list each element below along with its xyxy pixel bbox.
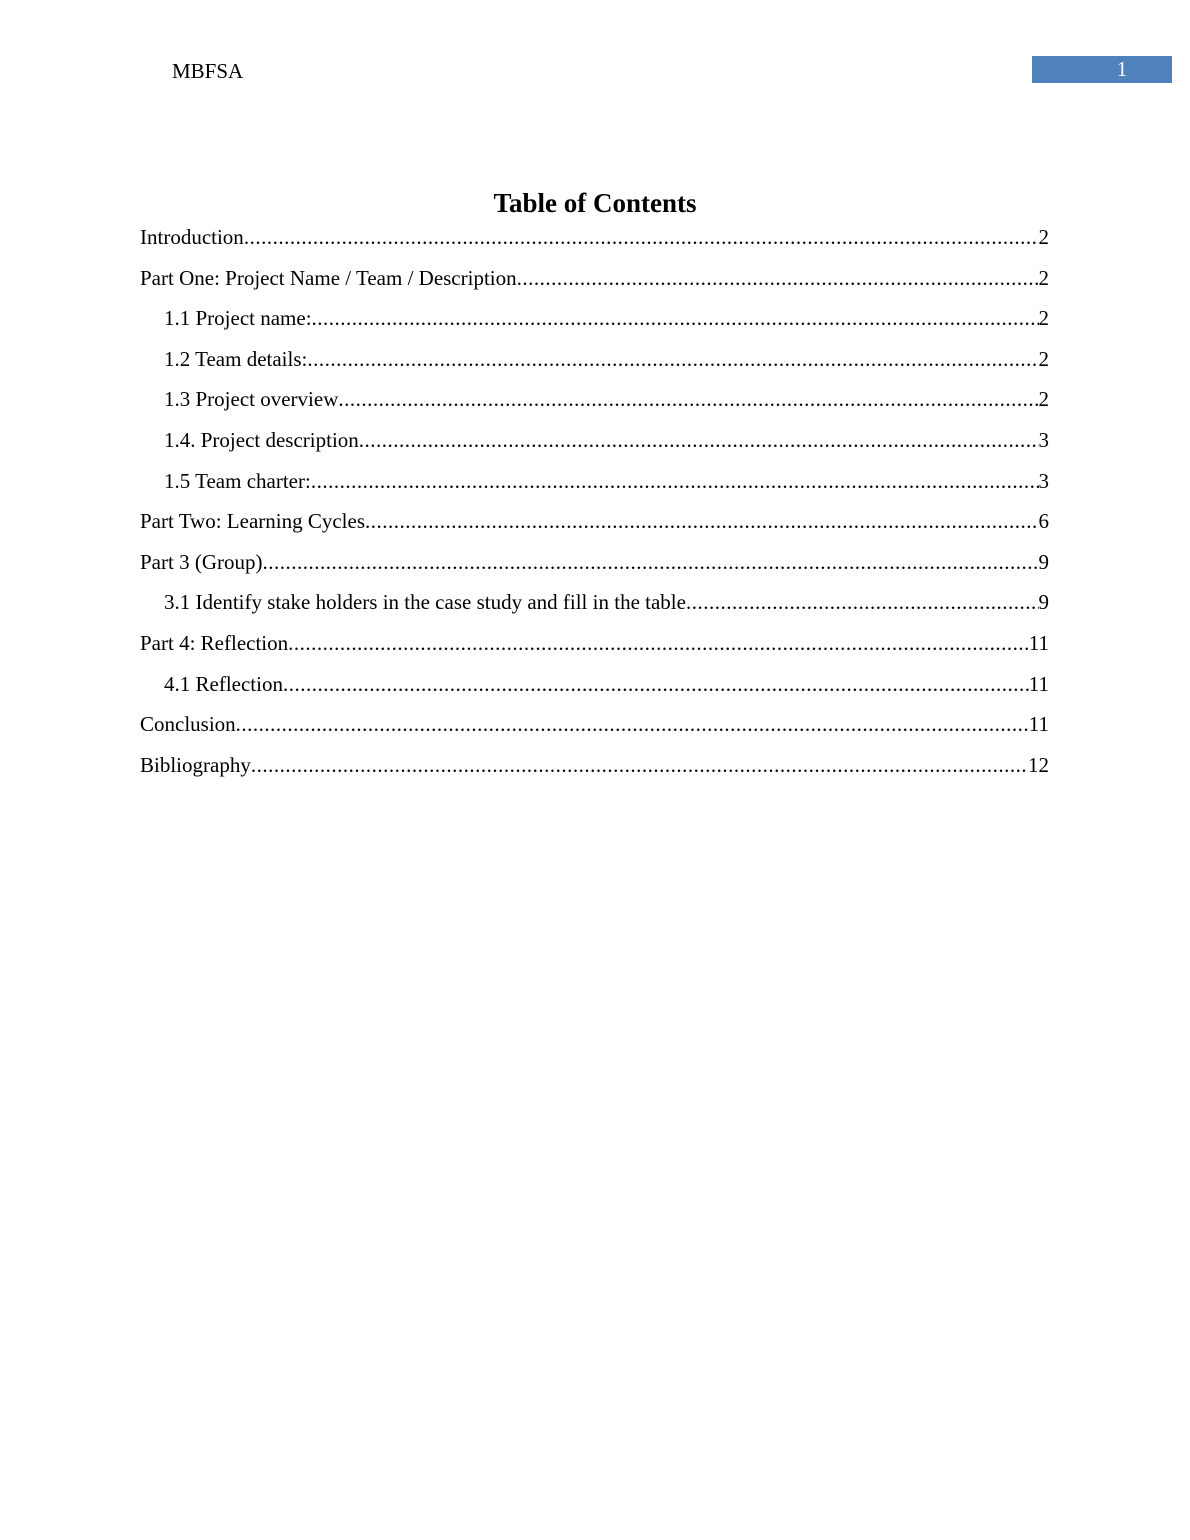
toc-entry-label: Bibliography xyxy=(140,752,251,777)
dot-leader xyxy=(312,303,1039,333)
page-number-badge: 1 xyxy=(1032,56,1172,83)
toc-entry-part-one[interactable] xyxy=(140,263,1049,304)
toc-entry-page: 2 xyxy=(1038,387,1049,412)
toc-entry-label: Conclusion xyxy=(140,712,236,737)
toc-entry-page: 11 xyxy=(1028,712,1049,737)
dot-leader xyxy=(686,587,1039,617)
toc-entry-project-overview[interactable] xyxy=(140,384,1049,425)
dot-leader xyxy=(517,263,1039,293)
toc-entry-page: 2 xyxy=(1038,265,1049,290)
toc-entry-page: 2 xyxy=(1038,346,1049,371)
toc-entry-label: 1.4. Project description xyxy=(164,427,359,452)
toc-entry-label: Part One: Project Name / Team / Description xyxy=(140,265,517,290)
dot-leader xyxy=(283,669,1029,699)
toc-entry-label: 4.1 Reflection xyxy=(164,671,283,696)
toc-entry-introduction[interactable] xyxy=(140,222,1049,263)
toc-entry-project-name[interactable] xyxy=(140,303,1049,344)
header-title: MBFSA xyxy=(172,59,244,83)
toc-entry-page: 2 xyxy=(1038,225,1049,249)
toc-entry-page: 6 xyxy=(1038,509,1049,534)
dot-leader xyxy=(311,466,1039,496)
toc-entry-label: Part 3 (Group) xyxy=(140,549,263,574)
dot-leader xyxy=(365,506,1038,536)
toc-entry-page: 3 xyxy=(1038,468,1049,493)
toc-entry-page: 12 xyxy=(1028,752,1049,777)
toc-title: Table of Contents xyxy=(493,188,697,218)
toc-entry-project-description[interactable] xyxy=(140,425,1049,466)
table-of-contents xyxy=(140,222,1049,790)
toc-entry-label: Introduction xyxy=(140,225,244,249)
dot-leader xyxy=(251,750,1028,780)
dot-leader xyxy=(236,709,1029,739)
toc-entry-page: 11 xyxy=(1028,630,1049,655)
toc-entry-bibliography[interactable] xyxy=(140,750,1049,791)
toc-entry-team-charter[interactable] xyxy=(140,466,1049,507)
toc-entry-page: 9 xyxy=(1038,549,1049,574)
dot-leader xyxy=(307,344,1038,374)
toc-entry-conclusion[interactable] xyxy=(140,709,1049,750)
toc-entry-stakeholders[interactable] xyxy=(140,587,1049,628)
toc-entry-part-two[interactable] xyxy=(140,506,1049,547)
toc-entry-label: 1.3 Project overview xyxy=(164,387,339,412)
toc-entry-label: Part 4: Reflection xyxy=(140,630,289,655)
toc-entry-page: 9 xyxy=(1038,590,1049,615)
dot-leader xyxy=(288,628,1029,658)
toc-entry-label: Part Two: Learning Cycles xyxy=(140,509,366,534)
toc-entry-part-3[interactable] xyxy=(140,547,1049,588)
dot-leader xyxy=(359,425,1039,455)
toc-entry-page: 3 xyxy=(1038,427,1049,452)
toc-entry-page: 11 xyxy=(1028,671,1049,696)
toc-entry-part-4[interactable] xyxy=(140,628,1049,669)
toc-entry-label: 1.5 Team charter: xyxy=(164,468,311,493)
toc-entry-label: 1.2 Team details: xyxy=(164,346,308,371)
toc-entry-reflection[interactable] xyxy=(140,669,1049,710)
dot-leader xyxy=(338,384,1038,414)
toc-entry-team-details[interactable] xyxy=(140,344,1049,385)
dot-leader xyxy=(244,222,1039,252)
toc-entry-page: 2 xyxy=(1038,306,1049,331)
dot-leader xyxy=(262,547,1038,577)
toc-entry-label: 1.1 Project name: xyxy=(164,306,312,331)
toc-entry-label: 3.1 Identify stake holders in the case study and fill in the table xyxy=(164,590,686,615)
